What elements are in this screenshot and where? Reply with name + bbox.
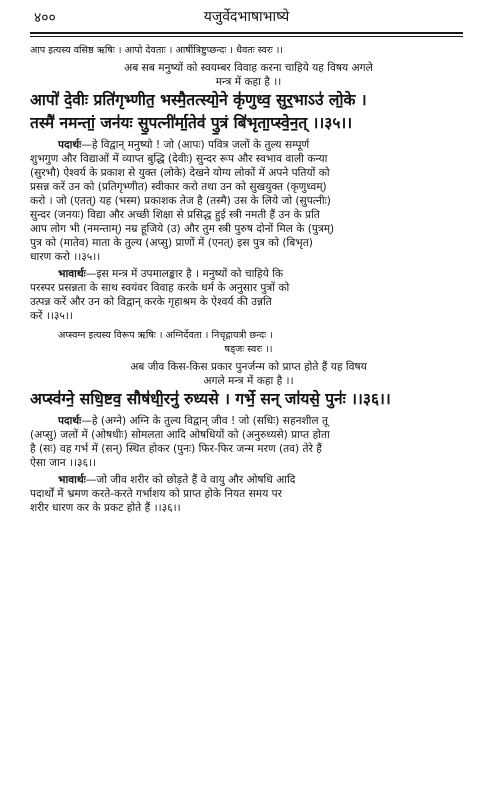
mantra-35-padartha-line: आप लोग भी (नमन्ताम्) नम्र हूजिये (उ) और तुम स्त्री पुरुष दोनों मिल के (पुत्रम्) — [30, 223, 335, 235]
mantra-36-padartha-line — [30, 414, 467, 428]
mantra-36-verse: अप्स्व॑ग्ने॒ सधि॒ष्टव॒ सौष॑धी॒रनु॑ रुध्यसे । गर्भे॒ सन् जा॑यसे॒ पुनः॑ ।।३६।। — [30, 390, 391, 408]
mantra-35-bhavartha-line — [30, 267, 467, 281]
mantra-35-padartha-line: सुन्दर (जनयः) विद्या और अच्छी शिक्षा से प्रसिद्ध हुई स्त्री नमती हैं उन के प्रति — [30, 209, 320, 221]
mantra-35-verse-line2: तस्मै॑ नमन्तां॒ जन॑यः सु॒पत्नी॑र्मा॒तेव॑ पु॒त्रं बि॑भृता॒प्स्वे॒न॒त् ।।३५।। — [30, 114, 353, 132]
mantra-35-bhavartha-line: उत्पन्न करें और उन को विद्वान् करके गृहाश्रम के ऐश्वर्य की उन्नति — [30, 296, 272, 308]
page-header — [30, 6, 463, 28]
mantra-35-padartha-line: (सुरभौ) ऐश्वर्य के प्रकाश से युक्त (लोके) देखने योग्य लोकों में अपने पतियों को — [30, 167, 330, 179]
bhavartha-label: भावार्थः — [58, 474, 86, 486]
mantra-36-meta-line2: षड्जः स्वरः ।। — [224, 344, 273, 355]
page-body — [30, 44, 467, 515]
header-rule-thick — [30, 32, 463, 34]
running-title: यजुर्वेदभाषाभाष्ये — [203, 9, 290, 25]
bhavartha-label: भावार्थः — [58, 268, 86, 280]
padartha-text: —हे (अग्ने) अग्नि के तुल्य विद्वान् जीव ! जो (सधिः) सहनशील तू — [81, 415, 328, 427]
mantra-35-intro-line1: अब सब मनुष्यों को स्वयम्बर विवाह करना चाहिये यह विषय अगले — [124, 62, 373, 74]
mantra-35-bhavartha-line: करें ।।३५।। — [30, 310, 73, 322]
mantra-36-padartha-line: (अप्सु) जलों में (ओषधीः) सोमलता आदि ओषधियों को (अनुरुध्यसे) प्राप्त होता — [30, 429, 330, 441]
mantra-35-padartha-line: धारण करो ।।३५।। — [30, 251, 101, 263]
mantra-36-bhavartha-line: पदार्थों में भ्रमण करते-करते गर्भाशय को प्राप्त होके नियत समय पर — [30, 488, 282, 500]
mantra-35-bhavartha-line: परस्पर प्रसन्नता के साथ स्वयंवर विवाह करके धर्म के अनुसार पुत्रों को — [30, 282, 290, 294]
page-number: ४०० — [34, 10, 56, 26]
mantra-35-verse-line1: आपो॑ दे॒वीः प्रति॑गृभ्णीत॒ भस्मै॒तत्स्यो॒ने कृ॑णुध्व॒ सुर॒भाऽउ॑ लो॒के । — [30, 91, 367, 109]
padartha-label: पदार्थः — [58, 139, 82, 151]
mantra-35-padartha-line: शुभगुण और विद्याओं में व्याप्त बुद्धि (देवीः) सुन्दर रूप और स्वभाव वाली कन्या — [30, 153, 328, 165]
mantra-36-intro-line1: अब जीव किस-किस प्रकार पुनर्जन्म को प्राप्त होते हैं यह विषय — [130, 361, 367, 373]
mantra-35-intro-line2: मन्त्र में कहा है ।। — [215, 76, 282, 88]
mantra-36-bhavartha-line — [30, 473, 467, 487]
mantra-35-padartha-line: प्रसन्न करें उन को (प्रतिगृभ्णीत) स्वीकार करो तथा उन को सुखयुक्त (कृणुध्वम्) — [30, 181, 327, 193]
mantra-35-padartha-line — [30, 138, 467, 152]
mantra-36-padartha-line: ऐसा जान ।।३६।। — [30, 457, 97, 469]
padartha-text: —हे विद्वान् मनुष्यो ! जो (आपः) पवित्र जलों के तुल्य सम्पूर्ण — [81, 139, 310, 151]
bhavartha-text: —इस मन्त्र में उपमालङ्कार है । मनुष्यों को चाहिये कि — [85, 268, 284, 280]
mantra-36-intro-line2: अगले मन्त्र में कहा है ।। — [203, 375, 294, 387]
mantra-35-meta: आप इत्यस्य वसिष्ठ ऋषिः । आपो देवताः । आर्षीत्रिष्टुप्छन्दः । धैवतः स्वरः ।। — [30, 45, 284, 56]
header-rule-thin — [30, 36, 463, 37]
mantra-35-padartha-line: करो । जो (एतत्) यह (भस्म) प्रकाशक तेज है (तस्मै) उस के लिये जो (सुपत्नीः) — [30, 195, 331, 207]
mantra-36-meta-line1: अप्स्वग्न इत्यस्य विरूप ऋषिः । अग्निर्देवता । निचृद्गायत्री छन्दः । — [58, 330, 273, 341]
mantra-36-bhavartha-line: शरीर धारण कर के प्रकट होते हैं ।।३६।। — [30, 502, 181, 514]
mantra-36-padartha-line: है (सः) वह गर्भ में (सन्) स्थित होकर (पुनः) फिर-फिर जन्म मरण (तव) तेरे हैं — [30, 443, 322, 455]
padartha-label: पदार्थः — [58, 415, 82, 427]
mantra-35-padartha-line: पुत्र को (मातेव) माता के तुल्य (अप्सु) प्राणों में (एनत्) इस पुत्र को (बिभृत) — [30, 237, 313, 249]
bhavartha-text: —जो जीव शरीर को छोड़ते हैं वे वायु और ओषधि आदि — [85, 474, 296, 486]
